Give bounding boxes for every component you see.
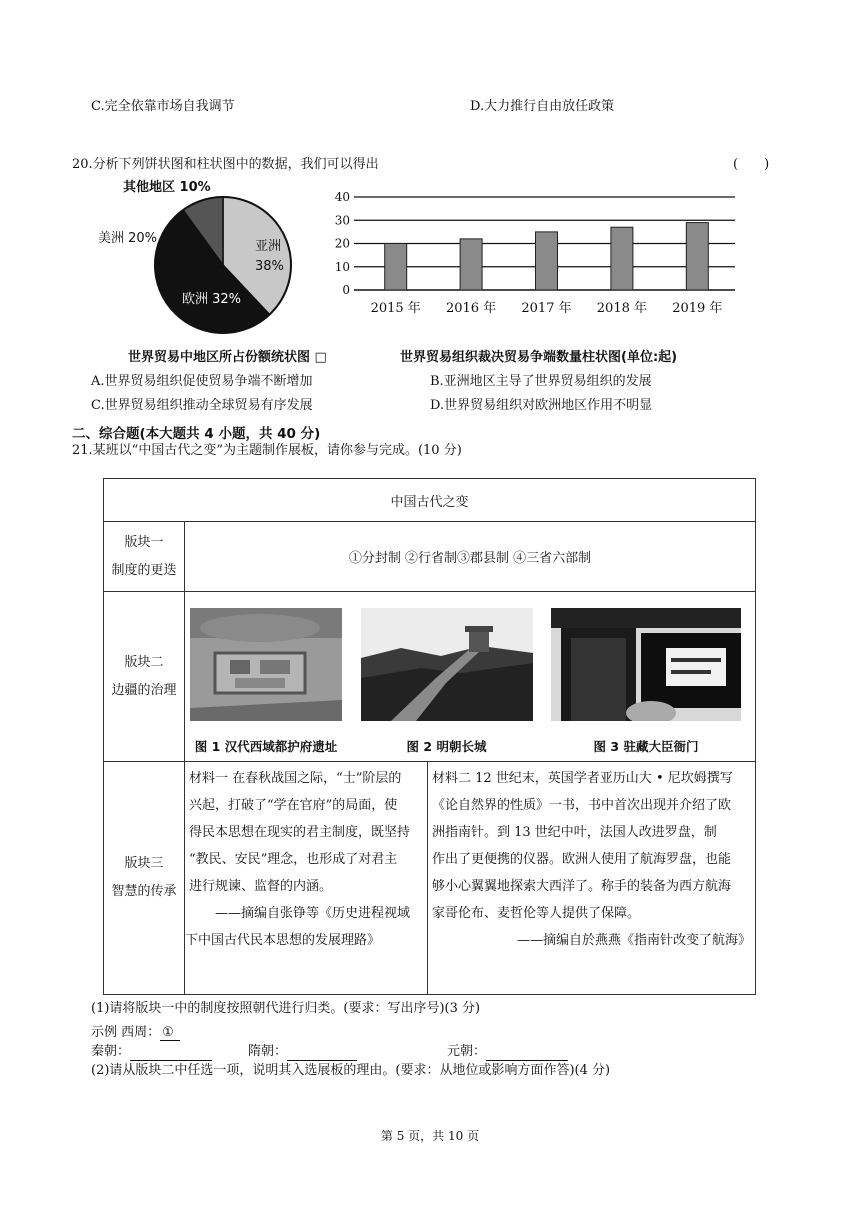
material-two-line: 家哥伦布、麦哲伦等人提供了保障。 [432, 906, 641, 921]
material-two [428, 762, 755, 994]
pie-label: 亚洲 [255, 239, 282, 254]
material-one-line: 进行规谏、监督的内涵。 [189, 879, 333, 894]
pie-label: 38% [255, 259, 284, 274]
great-wall-photo [361, 608, 533, 721]
block1-content: ①分封制 ②行省制③郡县制 ④三省六部制 [185, 522, 756, 592]
q20-option-c: C.世界贸易组织推动全球贸易有序发展 [91, 398, 313, 413]
yuan-label: 元朝： [447, 1044, 487, 1059]
q20-option-b: B.亚洲地区主导了世界贸易组织的发展 [430, 374, 652, 389]
yuan-answer-blank[interactable] [486, 1046, 568, 1061]
sui-label: 隋朝： [248, 1044, 288, 1059]
bar-chart [330, 185, 740, 320]
x-tick-label: 2018 年 [596, 301, 648, 316]
pie-label: 其他地区 10% [123, 180, 211, 195]
y-tick-label: 30 [334, 213, 350, 228]
pie-label: 美洲 20% [98, 231, 158, 246]
material-two-line: 够小心翼翼地探索大西洋了。称手的装备为西方航海 [432, 879, 732, 894]
bar-2018 年 [611, 227, 633, 290]
material-one-line: 得民本思想在现实的君主制度，既坚持 [189, 825, 411, 840]
bar-2015 年 [385, 244, 407, 291]
x-tick-label: 2016 年 [445, 301, 497, 316]
block2-label-b: 边疆的治理 [111, 682, 177, 698]
qin-label: 秦朝： [91, 1044, 131, 1059]
material-two-line: 《论自然界的性质》一书，书中首次出现并介绍了欧 [432, 798, 732, 813]
xiyu-ruins-photo [190, 608, 342, 721]
exhibit-table [103, 478, 756, 995]
x-tick-label: 2019 年 [672, 301, 723, 316]
pie-chart-title: 世界贸易中地区所占份额统状图 □ [128, 350, 327, 365]
table-title: 中国古代之变 [104, 479, 756, 522]
block1-label-a: 版块一 [124, 534, 164, 550]
block1-label-b: 制度的更迭 [111, 562, 177, 578]
block3-label-b: 智慧的传承 [111, 884, 177, 899]
fig1-caption: 图 1 汉代西域都护府遗址 [194, 739, 338, 754]
q21-stem: 21.某班以“中国古代之变”为主题制作展板，请你参与完成。(10 分) [72, 443, 462, 458]
example-line [91, 1024, 180, 1042]
q20-option-a: A.世界贸易组织促使贸易争端不断增加 [91, 374, 313, 389]
material-one [185, 762, 428, 994]
fig3-caption: 图 3 驻藏大臣衙门 [593, 739, 699, 754]
example-prefix: 示例 西周： [91, 1025, 161, 1040]
qin-answer-blank[interactable] [130, 1046, 212, 1061]
material-one-line: ——摘编自张铮等《历史进程视域 [189, 906, 411, 921]
material-two-line: 洲指南针。到 13 世纪中叶，法国人改进罗盘，制 [432, 825, 717, 840]
example-answer: ① [160, 1025, 180, 1041]
y-tick-label: 40 [334, 190, 350, 204]
material-two-line: ——摘编自於燕燕《指南针改变了航海》 [464, 933, 751, 948]
block2-label-a: 版块二 [124, 654, 164, 670]
answer-line [91, 1043, 568, 1061]
fig2-caption: 图 2 明朝长城 [406, 739, 487, 754]
q20-option-d: D.世界贸易组织对欧洲地区作用不明显 [430, 398, 653, 413]
yamen-gate-photo [551, 608, 741, 721]
y-tick-label: 0 [342, 283, 350, 297]
pie-chart [90, 172, 310, 342]
x-tick-label: 2017 年 [521, 301, 572, 316]
material-two-line: 材料二 12 世纪末，英国学者亚历山大 • 尼坎姆撰写 [432, 771, 733, 786]
y-tick-label: 20 [334, 236, 350, 251]
material-two-line: 作出了更便携的仪器。欧洲人使用了航海罗盘，也能 [432, 852, 732, 867]
block2-label [104, 592, 185, 762]
sub-question-2: (2)请从版块二中任选一项，说明其入选展板的理由。(要求：从地位或影响方面作答)(4 分) [91, 1063, 611, 1078]
y-tick-label: 10 [334, 259, 350, 274]
material-one-line: 材料一 在春秋战国之际，“士”阶层的 [189, 771, 402, 786]
material-one-line: “教民、安民”理念，也形成了对君主 [189, 852, 398, 867]
block3-label [104, 762, 185, 995]
bar-chart-title: 世界贸易组织裁决贸易争端数量柱状图(单位:起) [400, 350, 678, 365]
block2-images [185, 592, 756, 762]
block3-label-a: 版块三 [124, 856, 164, 871]
bar-2016 年 [460, 239, 482, 290]
material-one-line: 兴起，打破了“学在官府”的局面，使 [189, 798, 398, 813]
q20-stem: 20.分析下列饼状图和柱状图中的数据，我们可以得出 [72, 157, 379, 172]
q19-option-d: D.大力推行自由放任政策 [470, 99, 615, 114]
material-one-line: 下中国古代民本思想的发展理路》 [185, 933, 381, 948]
block1-label [104, 522, 185, 592]
answer-bracket: ( ) [733, 157, 770, 172]
sui-answer-blank[interactable] [287, 1046, 357, 1061]
x-tick-label: 2015 年 [370, 301, 421, 316]
page-footer: 第 5 页，共 10 页 [380, 1129, 480, 1143]
section-heading: 二、综合题(本大题共 4 小题，共 40 分) [72, 426, 321, 442]
q19-option-c: C.完全依靠市场自我调节 [91, 99, 235, 114]
bar-2019 年 [686, 223, 708, 290]
pie-label: 欧洲 32% [182, 292, 242, 307]
sub-question-1: (1)请将版块一中的制度按照朝代进行归类。(要求：写出序号)(3 分) [91, 1001, 481, 1016]
bar-2017 年 [536, 232, 558, 290]
